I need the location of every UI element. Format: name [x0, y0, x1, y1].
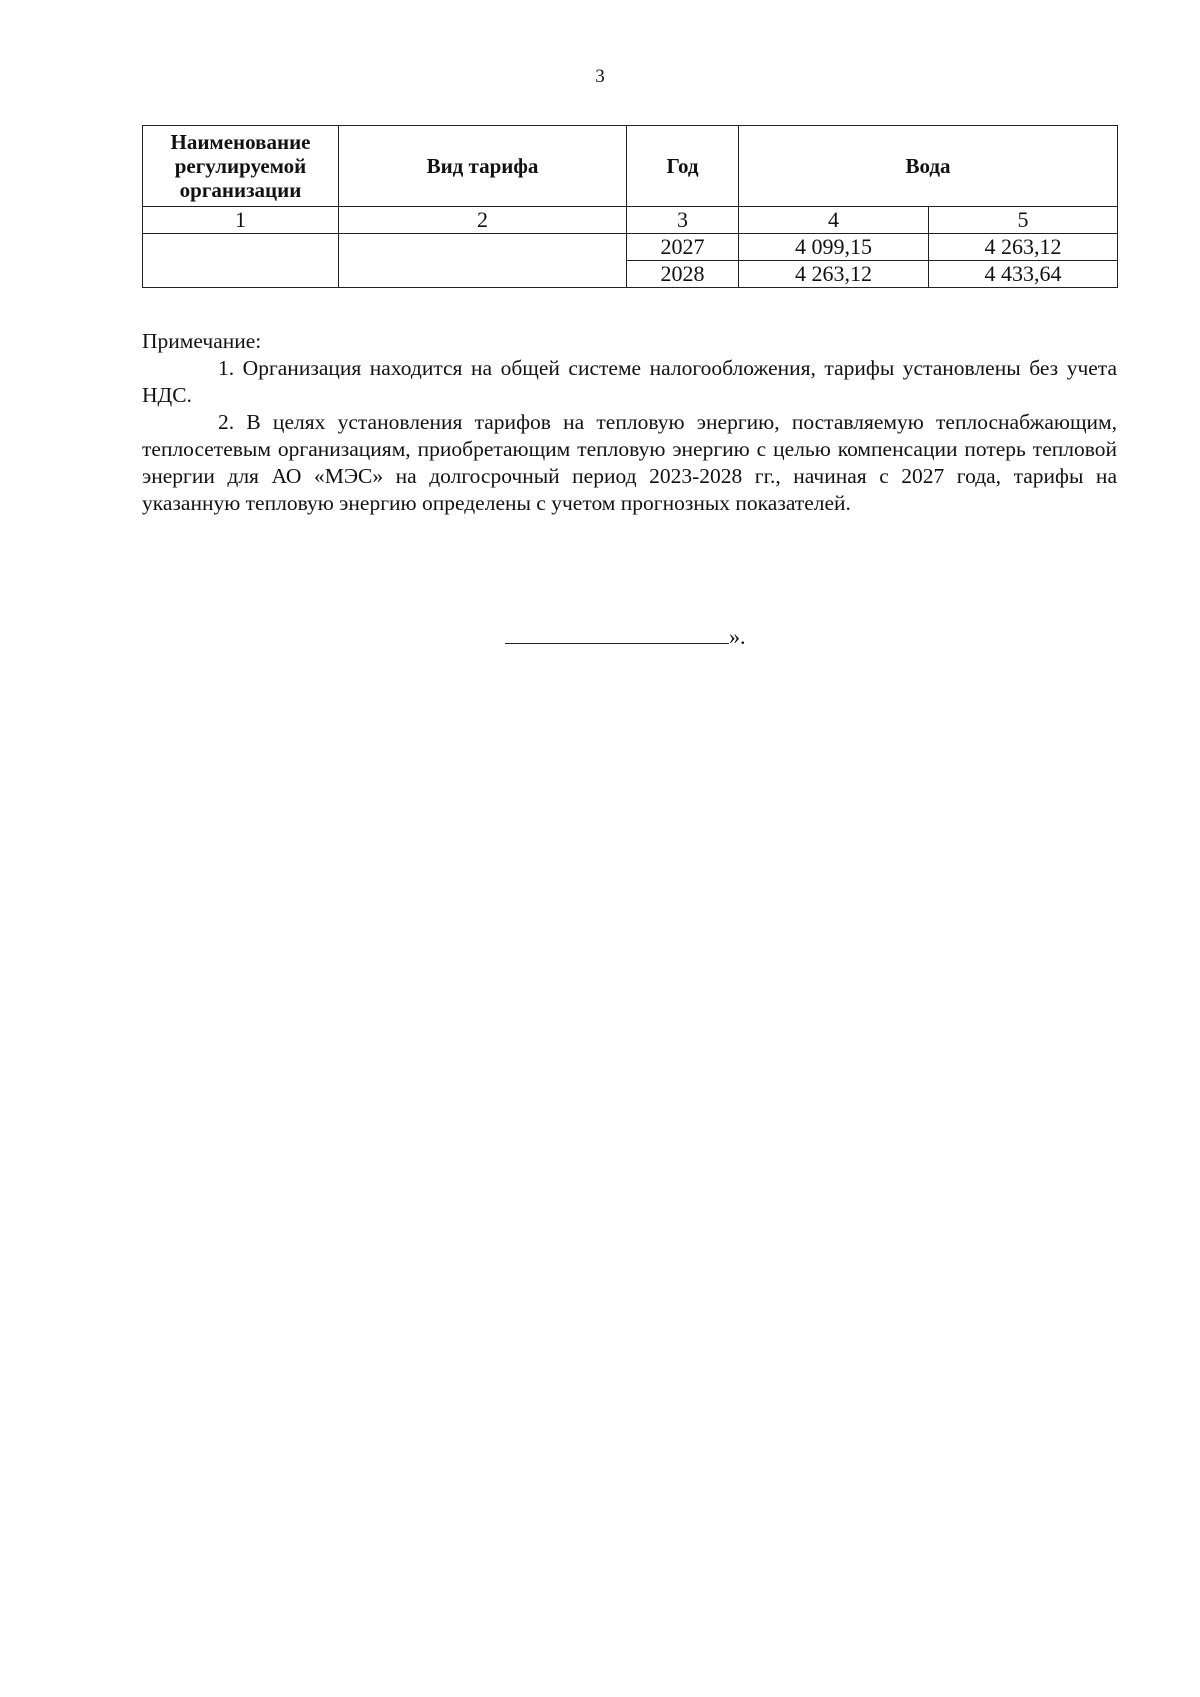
table-row — [143, 234, 1118, 261]
closing-mark — [505, 624, 746, 650]
note-item-2: 2. В целях установления тарифов на тепловую энергию, поставляемую теплоснабжающим, теплосетевым организациям, приобретающим тепловую энергию с целью компенсации потерь тепловой энергии для АО «МЭС» на долгосрочный период 2023-2028 гг., начиная с 2027 года, тарифы на указанную тепловую энергию определены с учетом прогнозных показателей. — [142, 410, 1117, 515]
year-cell: 2027 — [627, 234, 739, 261]
value-cell: 4 263,12 — [929, 234, 1118, 261]
note-section — [142, 328, 1117, 517]
page-number: 3 — [595, 66, 605, 87]
column-number: 5 — [929, 207, 1118, 234]
column-number: 1 — [143, 207, 339, 234]
column-number: 2 — [339, 207, 627, 234]
org-name-cell — [143, 234, 339, 288]
tariff-type-cell — [339, 234, 627, 288]
closing-line — [505, 625, 729, 644]
year-cell: 2028 — [627, 261, 739, 288]
value-cell: 4 433,64 — [929, 261, 1118, 288]
column-number: 3 — [627, 207, 739, 234]
note-item-1: 1. Организация находится на общей системе налогообложения, тарифы установлены без учета НДС. — [142, 356, 1117, 407]
value-cell: 4 263,12 — [739, 261, 929, 288]
table-header-row — [143, 126, 1118, 207]
header-org-name: Наименование регулируемой организации — [143, 126, 339, 207]
column-number: 4 — [739, 207, 929, 234]
column-number-row — [143, 207, 1118, 234]
header-year: Год — [627, 126, 739, 207]
closing-quote: ». — [729, 624, 746, 649]
note-title: Примечание: — [142, 329, 262, 353]
tariff-table — [142, 125, 1118, 288]
value-cell: 4 099,15 — [739, 234, 929, 261]
header-water: Вода — [739, 126, 1118, 207]
header-tariff-type: Вид тарифа — [339, 126, 627, 207]
